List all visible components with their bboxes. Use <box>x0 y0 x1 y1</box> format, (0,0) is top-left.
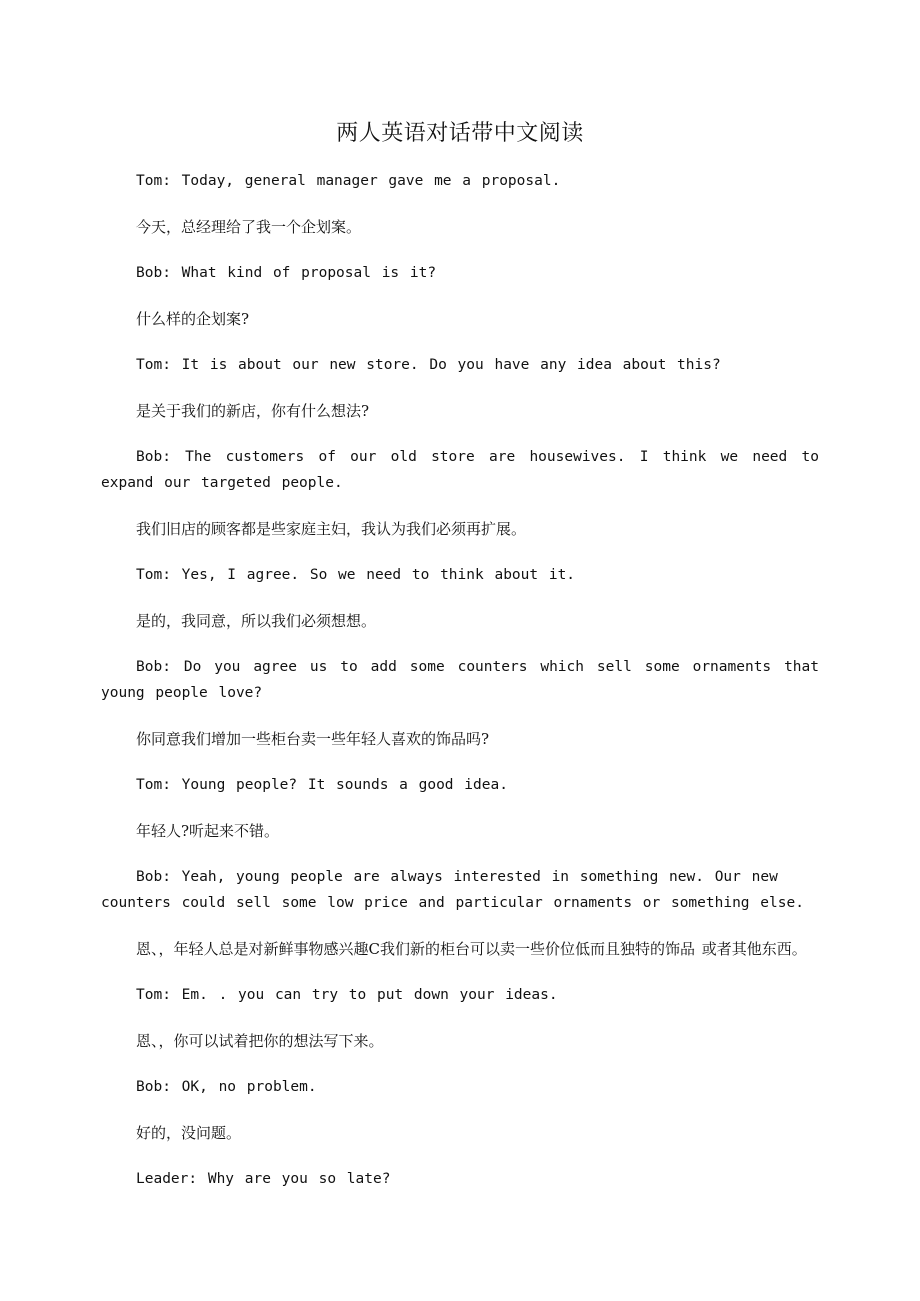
dialogue-body <box>101 168 819 1212</box>
dialogue-line: Tom: Young people? It sounds a good idea. <box>136 777 508 793</box>
translation-line: 今天，总经理给了我一个企划案。 <box>136 218 362 236</box>
translation-line: 年轻人?听起来不错。 <box>136 822 280 840</box>
dialogue-line: Bob: Yeah, young people are always interested in something new. Our new counters could sell some low price and particular ornaments or something else. <box>101 869 804 911</box>
translation-line: 什么样的企划案? <box>136 310 250 328</box>
translation-line: 我们旧店的顾客都是些家庭主妇，我认为我们必须再扩展。 <box>136 520 527 538</box>
dialogue-line: Tom: It is about our new store. Do you have any idea about this? <box>136 357 721 373</box>
dialogue-line: Leader: Why are you so late? <box>136 1171 391 1187</box>
dialogue-line: Tom: Em. . you can try to put down your ideas. <box>136 987 558 1003</box>
translation-line: 是的，我同意，所以我们必须想想。 <box>136 612 377 630</box>
translation-line: 恩、，你可以试着把你的想法写下来。 <box>136 1032 384 1050</box>
dialogue-line: Bob: OK, no problem. <box>136 1079 317 1095</box>
translation-line: 恩、，年轻人总是对新鲜事物感兴趣C我们新的柜台可以卖一些价位低而且独特的饰品 或者其他东西。 <box>136 940 807 958</box>
translation-line: 好的，没问题。 <box>136 1124 242 1142</box>
dialogue-line: Bob: The customers of our old store are housewives. I think we need to expand our targeted people. <box>101 449 819 491</box>
dialogue-line: Bob: What kind of proposal is it? <box>136 265 437 281</box>
dialogue-line: Tom: Yes, I agree. So we need to think about it. <box>136 567 576 583</box>
translation-line: 是关于我们的新店，你有什么想法? <box>136 402 370 420</box>
dialogue-line: Tom: Today, general manager gave me a proposal. <box>136 173 561 189</box>
translation-line: 你同意我们增加一些柜台卖一些年轻人喜欢的饰品吗? <box>136 730 490 748</box>
dialogue-line: Bob: Do you agree us to add some counters which sell some ornaments that young people love? <box>101 659 819 701</box>
page-title: 两人英语对话带中文阅读 <box>336 121 584 146</box>
